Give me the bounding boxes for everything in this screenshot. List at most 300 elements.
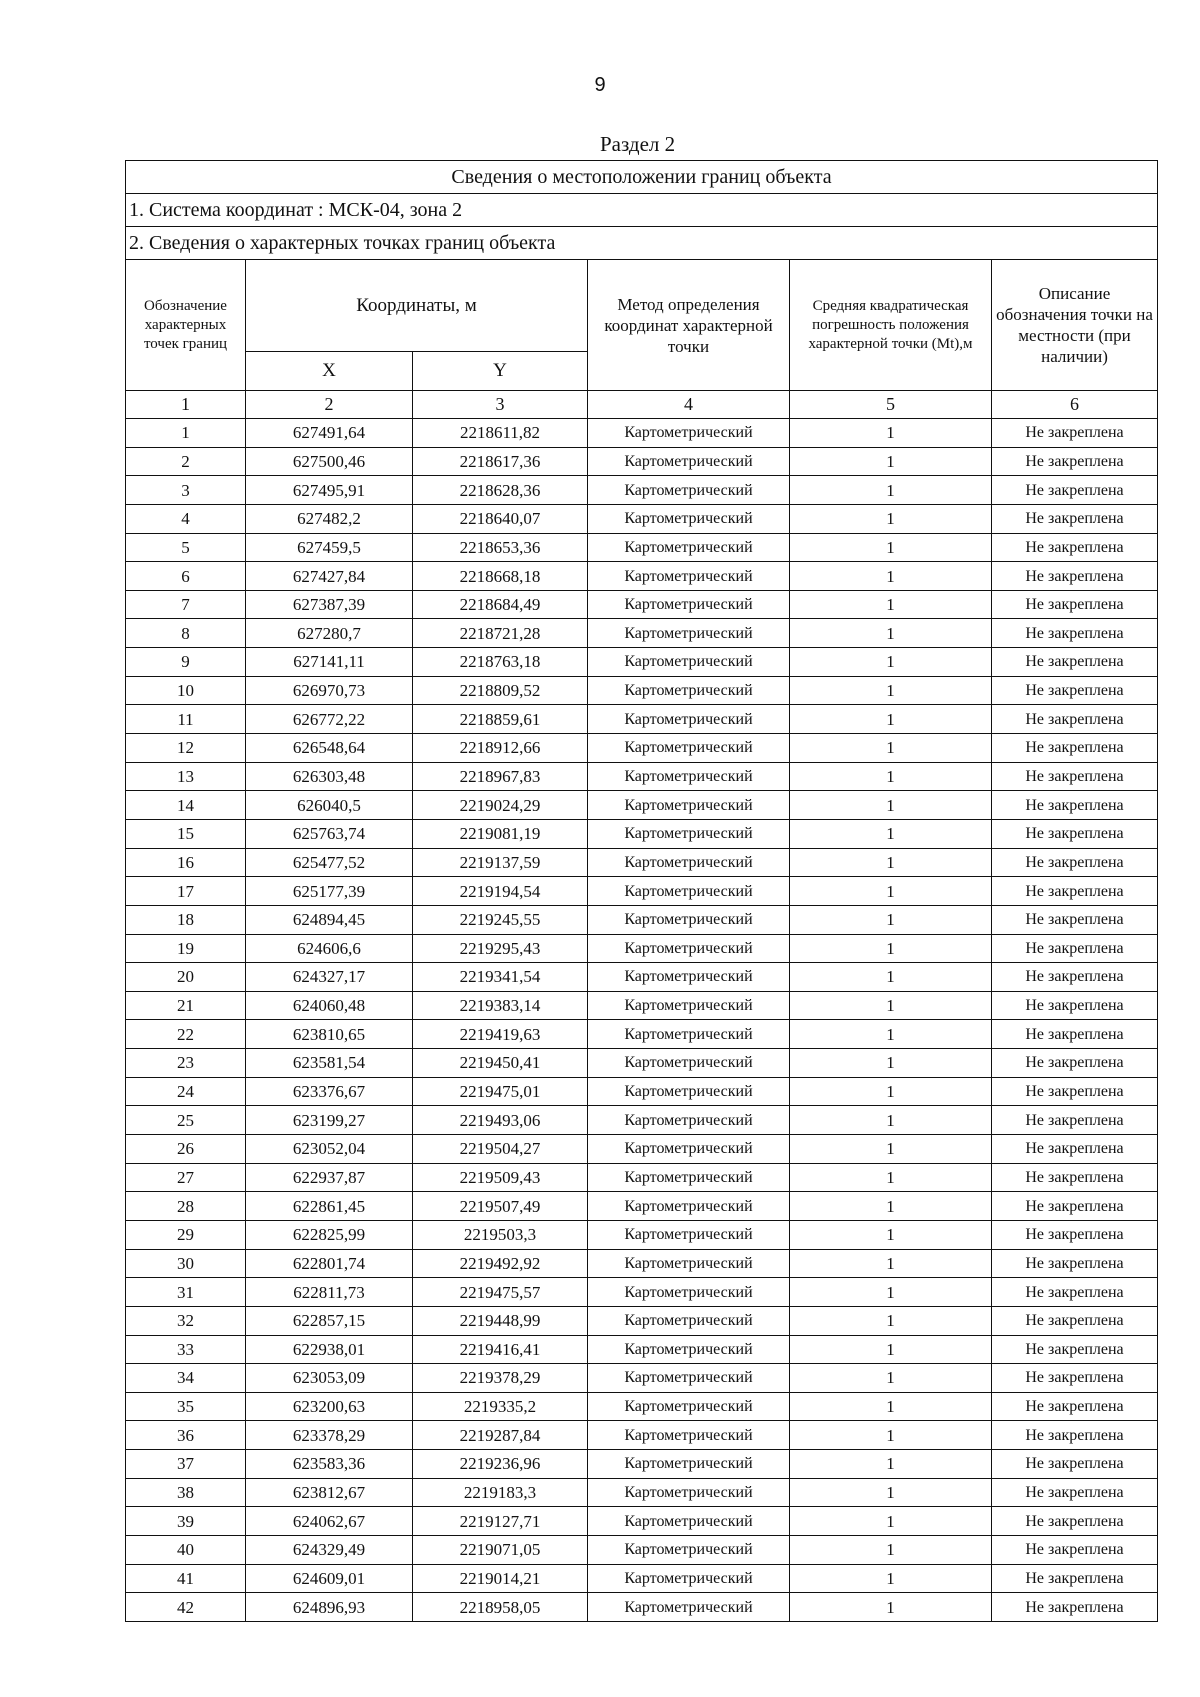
coord-x: 627495,91: [246, 476, 413, 505]
coord-y: 2219450,41: [413, 1049, 588, 1078]
coord-x: 626303,48: [246, 762, 413, 791]
description: Не закреплена: [992, 476, 1158, 505]
method: Картометрический: [588, 1220, 790, 1249]
table-row: [126, 905, 1158, 934]
coord-x: 623812,67: [246, 1478, 413, 1507]
method: Картометрический: [588, 447, 790, 476]
coord-x: 627491,64: [246, 419, 413, 448]
description: Не закреплена: [992, 533, 1158, 562]
method: Картометрический: [588, 734, 790, 763]
description: Не закреплена: [992, 1564, 1158, 1593]
table-row: [126, 1535, 1158, 1564]
point-number: 22: [126, 1020, 246, 1049]
error-value: 1: [790, 419, 992, 448]
method: Картометрический: [588, 762, 790, 791]
method: Картометрический: [588, 934, 790, 963]
description: Не закреплена: [992, 934, 1158, 963]
description: Не закреплена: [992, 1450, 1158, 1479]
table-row: [126, 848, 1158, 877]
method: Картометрический: [588, 1077, 790, 1106]
method: Картометрический: [588, 1421, 790, 1450]
header-method: Метод определения координат характерной точки: [588, 260, 790, 391]
description: Не закреплена: [992, 419, 1158, 448]
error-value: 1: [790, 762, 992, 791]
point-number: 21: [126, 991, 246, 1020]
method: Картометрический: [588, 562, 790, 591]
point-number: 19: [126, 934, 246, 963]
method: Картометрический: [588, 791, 790, 820]
coord-x: 622801,74: [246, 1249, 413, 1278]
coord-y: 2218967,83: [413, 762, 588, 791]
table-row: [126, 1335, 1158, 1364]
method: Картометрический: [588, 905, 790, 934]
coord-x: 622937,87: [246, 1163, 413, 1192]
coord-y: 2219378,29: [413, 1364, 588, 1393]
table-row: [126, 476, 1158, 505]
error-value: 1: [790, 648, 992, 677]
description: Не закреплена: [992, 1249, 1158, 1278]
coord-y: 2218721,28: [413, 619, 588, 648]
table-row: [126, 705, 1158, 734]
point-number: 35: [126, 1392, 246, 1421]
table-row: [126, 1593, 1158, 1622]
coord-y: 2218809,52: [413, 676, 588, 705]
description: Не закреплена: [992, 1106, 1158, 1135]
error-value: 1: [790, 1364, 992, 1393]
coord-y: 2219504,27: [413, 1135, 588, 1164]
table-row: [126, 1478, 1158, 1507]
method: Картометрический: [588, 1106, 790, 1135]
header-y: Y: [413, 351, 588, 390]
point-number: 17: [126, 877, 246, 906]
column-number: 6: [992, 391, 1158, 419]
error-value: 1: [790, 705, 992, 734]
table-row: [126, 1077, 1158, 1106]
column-number: 4: [588, 391, 790, 419]
coord-y: 2219492,92: [413, 1249, 588, 1278]
coord-y: 2219416,41: [413, 1335, 588, 1364]
method: Картометрический: [588, 848, 790, 877]
description: Не закреплена: [992, 819, 1158, 848]
table-row: [126, 791, 1158, 820]
table-row: [126, 1163, 1158, 1192]
description: Не закреплена: [992, 791, 1158, 820]
coord-x: 625177,39: [246, 877, 413, 906]
description: Не закреплена: [992, 1392, 1158, 1421]
point-number: 8: [126, 619, 246, 648]
table-row: [126, 991, 1158, 1020]
coord-y: 2219236,96: [413, 1450, 588, 1479]
coord-x: 627387,39: [246, 590, 413, 619]
header-x: X: [246, 351, 413, 390]
description: Не закреплена: [992, 562, 1158, 591]
point-number: 33: [126, 1335, 246, 1364]
table-row: [126, 1564, 1158, 1593]
error-value: 1: [790, 963, 992, 992]
coord-x: 623583,36: [246, 1450, 413, 1479]
coord-x: 623052,04: [246, 1135, 413, 1164]
coordinate-system: 1. Система координат : МСК-04, зона 2: [126, 194, 1158, 227]
coord-y: 2219448,99: [413, 1306, 588, 1335]
description: Не закреплена: [992, 1278, 1158, 1307]
coord-y: 2218763,18: [413, 648, 588, 677]
coord-x: 622811,73: [246, 1278, 413, 1307]
coord-y: 2218912,66: [413, 734, 588, 763]
table-row: [126, 590, 1158, 619]
coord-y: 2219127,71: [413, 1507, 588, 1536]
table-row: [126, 762, 1158, 791]
coord-y: 2219341,54: [413, 963, 588, 992]
coord-y: 2219024,29: [413, 791, 588, 820]
coord-y: 2219245,55: [413, 905, 588, 934]
table-row: [126, 819, 1158, 848]
coord-x: 624894,45: [246, 905, 413, 934]
table-row: [126, 877, 1158, 906]
description: Не закреплена: [992, 504, 1158, 533]
point-number: 15: [126, 819, 246, 848]
coord-y: 2218684,49: [413, 590, 588, 619]
method: Картометрический: [588, 1278, 790, 1307]
coord-x: 624606,6: [246, 934, 413, 963]
coord-x: 627459,5: [246, 533, 413, 562]
description: Не закреплена: [992, 1192, 1158, 1221]
error-value: 1: [790, 1163, 992, 1192]
coord-y: 2218958,05: [413, 1593, 588, 1622]
column-number: 5: [790, 391, 992, 419]
point-number: 12: [126, 734, 246, 763]
error-value: 1: [790, 1564, 992, 1593]
method: Картометрический: [588, 1507, 790, 1536]
method: Картометрический: [588, 877, 790, 906]
description: Не закреплена: [992, 1335, 1158, 1364]
table-row: [126, 1220, 1158, 1249]
point-number: 11: [126, 705, 246, 734]
description: Не закреплена: [992, 877, 1158, 906]
method: Картометрический: [588, 1535, 790, 1564]
coord-x: 627141,11: [246, 648, 413, 677]
method: Картометрический: [588, 1306, 790, 1335]
error-value: 1: [790, 1192, 992, 1221]
error-value: 1: [790, 1535, 992, 1564]
error-value: 1: [790, 1478, 992, 1507]
point-number: 24: [126, 1077, 246, 1106]
description: Не закреплена: [992, 1535, 1158, 1564]
description: Не закреплена: [992, 1421, 1158, 1450]
coord-y: 2219475,01: [413, 1077, 588, 1106]
error-value: 1: [790, 1220, 992, 1249]
method: Картометрический: [588, 963, 790, 992]
point-number: 18: [126, 905, 246, 934]
method: Картометрический: [588, 1564, 790, 1593]
boundary-points-table: [125, 160, 1158, 1622]
description: Не закреплена: [992, 1593, 1158, 1622]
point-number: 13: [126, 762, 246, 791]
point-number: 7: [126, 590, 246, 619]
coord-x: 623810,65: [246, 1020, 413, 1049]
coord-y: 2218628,36: [413, 476, 588, 505]
method: Картометрический: [588, 1364, 790, 1393]
method: Картометрический: [588, 533, 790, 562]
error-value: 1: [790, 1450, 992, 1479]
error-value: 1: [790, 819, 992, 848]
description: Не закреплена: [992, 905, 1158, 934]
point-number: 27: [126, 1163, 246, 1192]
coord-y: 2219493,06: [413, 1106, 588, 1135]
error-value: 1: [790, 1421, 992, 1450]
point-number: 9: [126, 648, 246, 677]
column-number: 2: [246, 391, 413, 419]
coord-y: 2218668,18: [413, 562, 588, 591]
error-value: 1: [790, 1593, 992, 1622]
error-value: 1: [790, 447, 992, 476]
coord-y: 2219383,14: [413, 991, 588, 1020]
table-row: [126, 1392, 1158, 1421]
coord-y: 2219137,59: [413, 848, 588, 877]
table-title: Сведения о местоположении границ объекта: [126, 161, 1158, 194]
point-number: 16: [126, 848, 246, 877]
table-row: [126, 1135, 1158, 1164]
error-value: 1: [790, 1392, 992, 1421]
method: Картометрический: [588, 1020, 790, 1049]
error-value: 1: [790, 562, 992, 591]
coord-x: 623581,54: [246, 1049, 413, 1078]
method: Картометрический: [588, 1249, 790, 1278]
point-number: 40: [126, 1535, 246, 1564]
coord-x: 627482,2: [246, 504, 413, 533]
point-number: 6: [126, 562, 246, 591]
description: Не закреплена: [992, 963, 1158, 992]
description: Не закреплена: [992, 1507, 1158, 1536]
description: Не закреплена: [992, 734, 1158, 763]
method: Картометрический: [588, 1478, 790, 1507]
coord-x: 623200,63: [246, 1392, 413, 1421]
coord-y: 2218653,36: [413, 533, 588, 562]
coord-x: 623199,27: [246, 1106, 413, 1135]
method: Картометрический: [588, 676, 790, 705]
error-value: 1: [790, 905, 992, 934]
table-row: [126, 1106, 1158, 1135]
table-row: [126, 447, 1158, 476]
table-row: [126, 1450, 1158, 1479]
table-row: [126, 1249, 1158, 1278]
coord-x: 622938,01: [246, 1335, 413, 1364]
point-number: 1: [126, 419, 246, 448]
table-row: [126, 734, 1158, 763]
description: Не закреплена: [992, 619, 1158, 648]
description: Не закреплена: [992, 590, 1158, 619]
point-number: 20: [126, 963, 246, 992]
error-value: 1: [790, 1249, 992, 1278]
coord-y: 2219507,49: [413, 1192, 588, 1221]
coord-y: 2219183,3: [413, 1478, 588, 1507]
table-row: [126, 533, 1158, 562]
table-row: [126, 934, 1158, 963]
header-description: Описание обозначения точки на местности (при наличии): [992, 260, 1158, 391]
coord-x: 626970,73: [246, 676, 413, 705]
coord-x: 622825,99: [246, 1220, 413, 1249]
point-number: 36: [126, 1421, 246, 1450]
point-number: 2: [126, 447, 246, 476]
section-title: Раздел 2: [600, 132, 676, 156]
method: Картометрический: [588, 619, 790, 648]
error-value: 1: [790, 1020, 992, 1049]
point-number: 25: [126, 1106, 246, 1135]
method: Картометрический: [588, 1450, 790, 1479]
coord-x: 622861,45: [246, 1192, 413, 1221]
description: Не закреплена: [992, 1020, 1158, 1049]
error-value: 1: [790, 1335, 992, 1364]
coord-x: 626548,64: [246, 734, 413, 763]
description: Не закреплена: [992, 1077, 1158, 1106]
method: Картометрический: [588, 1192, 790, 1221]
error-value: 1: [790, 1049, 992, 1078]
coord-y: 2218611,82: [413, 419, 588, 448]
error-value: 1: [790, 991, 992, 1020]
coord-y: 2219509,43: [413, 1163, 588, 1192]
description: Не закреплена: [992, 648, 1158, 677]
point-number: 41: [126, 1564, 246, 1593]
coord-x: 622857,15: [246, 1306, 413, 1335]
point-number: 10: [126, 676, 246, 705]
method: Картометрический: [588, 705, 790, 734]
description: Не закреплена: [992, 991, 1158, 1020]
description: Не закреплена: [992, 1220, 1158, 1249]
error-value: 1: [790, 533, 992, 562]
column-number-row: [126, 391, 1158, 419]
header-designation: Обозначение характерных точек границ: [126, 260, 246, 391]
table-row: [126, 1049, 1158, 1078]
method: Картометрический: [588, 648, 790, 677]
coord-x: 624329,49: [246, 1535, 413, 1564]
point-number: 42: [126, 1593, 246, 1622]
method: Картометрический: [588, 590, 790, 619]
table-row: [126, 648, 1158, 677]
table-row: [126, 1192, 1158, 1221]
description: Не закреплена: [992, 848, 1158, 877]
error-value: 1: [790, 1507, 992, 1536]
description: Не закреплена: [992, 1364, 1158, 1393]
coord-x: 624060,48: [246, 991, 413, 1020]
point-number: 34: [126, 1364, 246, 1393]
error-value: 1: [790, 934, 992, 963]
table-row: [126, 1020, 1158, 1049]
coord-x: 626772,22: [246, 705, 413, 734]
point-number: 4: [126, 504, 246, 533]
coord-y: 2219287,84: [413, 1421, 588, 1450]
point-number: 14: [126, 791, 246, 820]
coord-y: 2219503,3: [413, 1220, 588, 1249]
column-number: 3: [413, 391, 588, 419]
coord-y: 2219419,63: [413, 1020, 588, 1049]
coord-y: 2219475,57: [413, 1278, 588, 1307]
table-row: [126, 1364, 1158, 1393]
point-number: 29: [126, 1220, 246, 1249]
error-value: 1: [790, 848, 992, 877]
coord-x: 625763,74: [246, 819, 413, 848]
coord-x: 627500,46: [246, 447, 413, 476]
coord-x: 626040,5: [246, 791, 413, 820]
method: Картометрический: [588, 476, 790, 505]
coord-x: 623378,29: [246, 1421, 413, 1450]
coord-x: 624609,01: [246, 1564, 413, 1593]
coord-y: 2219014,21: [413, 1564, 588, 1593]
error-value: 1: [790, 504, 992, 533]
column-number: 1: [126, 391, 246, 419]
table-row: [126, 562, 1158, 591]
method: Картометрический: [588, 504, 790, 533]
coord-x: 624896,93: [246, 1593, 413, 1622]
coord-x: 623376,67: [246, 1077, 413, 1106]
coord-y: 2219194,54: [413, 877, 588, 906]
description: Не закреплена: [992, 676, 1158, 705]
coord-y: 2219335,2: [413, 1392, 588, 1421]
method: Картометрический: [588, 419, 790, 448]
table-row: [126, 419, 1158, 448]
description: Не закреплена: [992, 1049, 1158, 1078]
coord-x: 624327,17: [246, 963, 413, 992]
error-value: 1: [790, 734, 992, 763]
method: Картометрический: [588, 819, 790, 848]
method: Картометрический: [588, 1335, 790, 1364]
method: Картометрический: [588, 991, 790, 1020]
method: Картометрический: [588, 1049, 790, 1078]
coord-x: 627280,7: [246, 619, 413, 648]
header-error: Средняя квадратическая погрешность положения характерной точки (Mt),м: [790, 260, 992, 391]
point-number: 39: [126, 1507, 246, 1536]
point-number: 28: [126, 1192, 246, 1221]
coord-x: 627427,84: [246, 562, 413, 591]
coord-x: 624062,67: [246, 1507, 413, 1536]
coord-y: 2218617,36: [413, 447, 588, 476]
coord-y: 2219295,43: [413, 934, 588, 963]
error-value: 1: [790, 1077, 992, 1106]
coord-x: 625477,52: [246, 848, 413, 877]
error-value: 1: [790, 791, 992, 820]
table-row: [126, 504, 1158, 533]
description: Не закреплена: [992, 1306, 1158, 1335]
point-number: 23: [126, 1049, 246, 1078]
error-value: 1: [790, 877, 992, 906]
point-number: 3: [126, 476, 246, 505]
method: Картометрический: [588, 1593, 790, 1622]
point-number: 32: [126, 1306, 246, 1335]
coord-y: 2218640,07: [413, 504, 588, 533]
coord-x: 623053,09: [246, 1364, 413, 1393]
error-value: 1: [790, 1278, 992, 1307]
description: Не закреплена: [992, 1135, 1158, 1164]
table-row: [126, 1306, 1158, 1335]
point-number: 37: [126, 1450, 246, 1479]
error-value: 1: [790, 476, 992, 505]
point-number: 5: [126, 533, 246, 562]
table-row: [126, 1507, 1158, 1536]
page-number: 9: [594, 74, 606, 96]
description: Не закреплена: [992, 1163, 1158, 1192]
coord-y: 2219071,05: [413, 1535, 588, 1564]
point-number: 30: [126, 1249, 246, 1278]
error-value: 1: [790, 1106, 992, 1135]
table-row: [126, 1278, 1158, 1307]
description: Не закреплена: [992, 1478, 1158, 1507]
coord-y: 2218859,61: [413, 705, 588, 734]
point-number: 38: [126, 1478, 246, 1507]
method: Картометрический: [588, 1135, 790, 1164]
error-value: 1: [790, 619, 992, 648]
description: Не закреплена: [992, 705, 1158, 734]
coord-y: 2219081,19: [413, 819, 588, 848]
method: Картометрический: [588, 1163, 790, 1192]
header-coordinates: Координаты, м: [246, 260, 588, 352]
